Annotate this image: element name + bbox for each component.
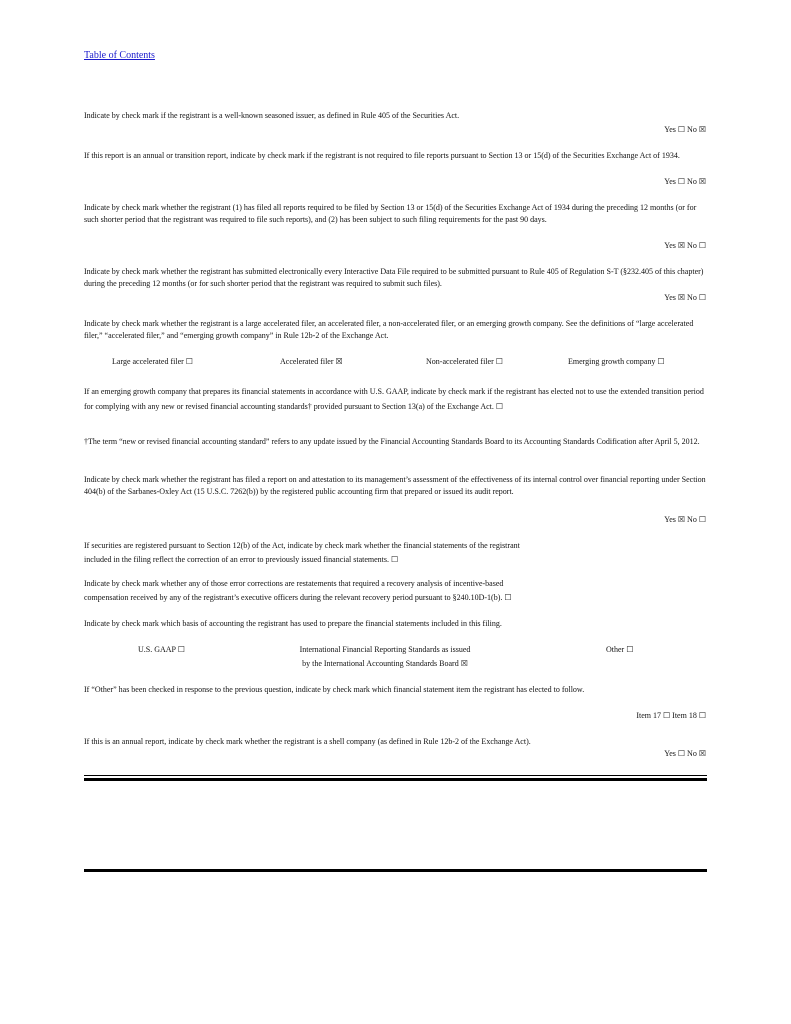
top-rule-thick: [84, 778, 707, 781]
restatement-question-line2: compensation received by any of the registrant’s executive officers during the relevant recovery period pursuant to §240.10D-1(b). ☐: [84, 593, 512, 602]
us-gaap-option: U.S. GAAP ☐: [138, 645, 185, 654]
emerging-growth-company-option: Emerging growth company ☐: [568, 357, 665, 366]
accelerated-filer-option: Accelerated filer ☒: [280, 357, 343, 366]
other-basis-option: Other ☐: [606, 645, 634, 654]
emerging-growth-question: If an emerging growth company that prepares its financial statements in accordance with U.S. GAAP, indicate by check mark if the registrant has elected not to use the extended transition period for complying with any new or revised financial accounting standards† provided pursuant to Section 13(a) of the Exchange Act. ☐: [84, 387, 704, 411]
filer-status-question: Indicate by check mark whether the registrant is a large accelerated filer, an accelerated filer, a non-accelerated filer, or an emerging growth company. See the definitions of “large accelerated filer,” “accelerated filer,” and “emerging growth company” in Rule 12b-2 of the Exchange Act.: [84, 319, 694, 341]
non-accelerated-filer-option: Non-accelerated filer ☐: [426, 357, 503, 366]
ifrs-option-line1: International Financial Reporting Standards as issued: [299, 645, 471, 654]
filed-all-reports-answer: Yes ☒ No ☐: [664, 241, 706, 250]
interactive-data-answer: Yes ☒ No ☐: [664, 293, 706, 302]
error-correction-question-line2: included in the filing reflect the correction of an error to previously issued financial statements. ☐: [84, 555, 399, 564]
error-correction-question-line1: If securities are registered pursuant to Section 12(b) of the Act, indicate by check mark whether the financial statements of the registrant: [84, 541, 520, 550]
bottom-rule-thick: [84, 869, 707, 872]
shell-company-question: If this is an annual report, indicate by check mark whether the registrant is a shell company (as defined in Rule 12b-2 of the Exchange Act).: [84, 737, 531, 746]
item-election-question: If “Other” has been checked in response to the previous question, indicate by check mark which financial statement item the registrant has elected to follow.: [84, 685, 585, 694]
not-required-answer: Yes ☐ No ☒: [664, 177, 706, 186]
shell-company-answer: Yes ☐ No ☒: [664, 749, 706, 758]
accounting-standard-footnote: †The term “new or revised financial accounting standard” refers to any update issued by the Financial Accounting Standards Board to its Accounting Standards Codification after April 5, 2012.: [84, 437, 700, 446]
filed-all-reports-question: Indicate by check mark whether the registrant (1) has filed all reports required to be filed by Section 13 or 15(d) of the Securities Exchange Act of 1934 during the preceding 12 months (or for such shorter period that the registrant was required to file such reports), and (2) has been subject to such filing requirements for the past 90 days.: [84, 203, 697, 225]
internal-control-question: Indicate by check mark whether the registrant has filed a report on and attestation to its management’s assessment of the effectiveness of its internal control over financial reporting under Section 404(b) of the Sarbanes-Oxley Act (15 U.S.C. 7262(b)) by the registered public accounting firm that prepared or issued its audit report.: [84, 475, 706, 497]
top-rule-thin: [84, 775, 707, 776]
table-of-contents-link[interactable]: Table of Contents: [84, 50, 155, 61]
internal-control-answer: Yes ☒ No ☐: [664, 515, 706, 524]
restatement-question-line1: Indicate by check mark whether any of those error corrections are restatements that required a recovery analysis of incentive-based: [84, 579, 504, 588]
wksi-answer: Yes ☐ No ☒: [664, 125, 706, 134]
interactive-data-question: Indicate by check mark whether the registrant has submitted electronically every Interactive Data File required to be submitted pursuant to Rule 405 of Regulation S-T (§232.405 of this chapter) during the preceding 12 months (or for such shorter period that the registrant was required to submit such files).: [84, 267, 704, 289]
wksi-question: Indicate by check mark if the registrant is a well-known seasoned issuer, as defined in Rule 405 of the Securities Act.: [84, 111, 460, 120]
large-accelerated-filer-option: Large accelerated filer ☐: [112, 357, 193, 366]
ifrs-option-line2: by the International Accounting Standards Board ☒: [302, 659, 468, 668]
accounting-basis-question: Indicate by check mark which basis of accounting the registrant has used to prepare the financial statements included in this filing.: [84, 619, 502, 628]
item-election-answer: Item 17 ☐ Item 18 ☐: [636, 711, 706, 720]
not-required-question: If this report is an annual or transition report, indicate by check mark if the registrant is not required to file reports pursuant to Section 13 or 15(d) of the Securities Exchange Act of 1934.: [84, 151, 680, 160]
